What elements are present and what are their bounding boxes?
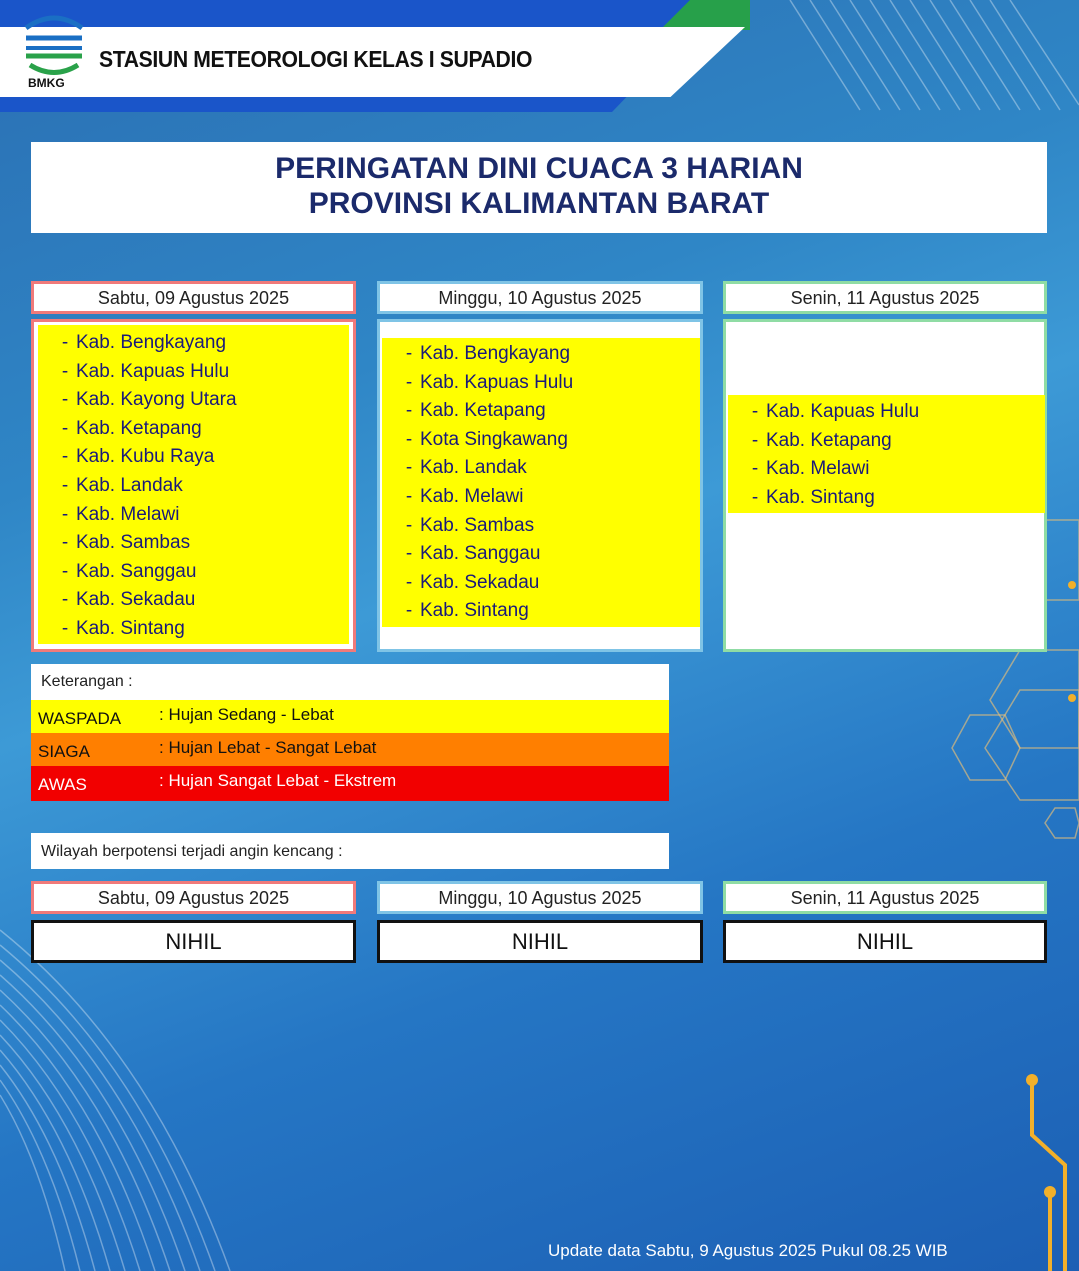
region-item: - Kab. Bengkayang (54, 329, 349, 358)
wind-day3-value: NIHIL (723, 920, 1047, 963)
region-item: - Kab. Sanggau (54, 558, 349, 587)
region-item: - Kab. Sanggau (398, 540, 700, 569)
legend-desc: : Hujan Sedang - Lebat (159, 705, 334, 724)
legend-row-siaga (31, 733, 669, 766)
legend (31, 664, 669, 801)
day2-region-list (382, 338, 700, 627)
day1-panel (31, 319, 356, 652)
wind-day1-date: Sabtu, 09 Agustus 2025 (31, 881, 356, 914)
legend-level: SIAGA (38, 742, 90, 761)
day2-date: Minggu, 10 Agustus 2025 (377, 281, 703, 314)
region-item: - Kota Singkawang (398, 426, 700, 455)
legend-desc: : Hujan Lebat - Sangat Lebat (159, 738, 377, 757)
region-item: - Kab. Melawi (398, 483, 700, 512)
page-title (31, 142, 1047, 233)
region-item: - Kab. Bengkayang (398, 340, 700, 369)
legend-desc: : Hujan Sangat Lebat - Ekstrem (159, 771, 397, 790)
legend-row-waspada (31, 700, 669, 733)
day3-panel (723, 319, 1047, 652)
day2-panel (377, 319, 703, 652)
day3-region-list (728, 395, 1045, 513)
wind-day2-value: NIHIL (377, 920, 703, 963)
region-item: - Kab. Sambas (398, 512, 700, 541)
region-item: - Kab. Sintang (744, 484, 1045, 513)
region-item: - Kab. Melawi (54, 501, 349, 530)
legend-row-awas (31, 766, 669, 801)
day3-date: Senin, 11 Agustus 2025 (723, 281, 1047, 314)
wind-day1-value: NIHIL (31, 920, 356, 963)
region-item: - Kab. Ketapang (398, 397, 700, 426)
region-item: - Kab. Kapuas Hulu (398, 369, 700, 398)
day1-region-list (38, 325, 349, 644)
title-line-1: PERINGATAN DINI CUACA 3 HARIAN (275, 152, 803, 185)
region-item: - Kab. Sintang (398, 597, 700, 626)
wind-day2-date: Minggu, 10 Agustus 2025 (377, 881, 703, 914)
region-item: - Kab. Kayong Utara (54, 386, 349, 415)
update-timestamp: Update data Sabtu, 9 Agustus 2025 Pukul 08.25 WIB (548, 1241, 948, 1260)
region-item: - Kab. Kapuas Hulu (54, 358, 349, 387)
region-item: - Kab. Sekadau (398, 569, 700, 598)
legend-level: WASPADA (38, 709, 122, 728)
day1-date: Sabtu, 09 Agustus 2025 (31, 281, 356, 314)
region-item: - Kab. Landak (54, 472, 349, 501)
legend-title: Keterangan : (41, 673, 133, 690)
station-name: STASIUN METEOROLOGI KELAS I SUPADIO (99, 46, 533, 72)
region-item: - Kab. Kubu Raya (54, 443, 349, 472)
region-item: - Kab. Sintang (54, 615, 349, 644)
region-item: - Kab. Ketapang (54, 415, 349, 444)
title-line-2: PROVINSI KALIMANTAN BARAT (308, 187, 770, 220)
wind-day3-date: Senin, 11 Agustus 2025 (723, 881, 1047, 914)
region-item: - Kab. Landak (398, 454, 700, 483)
region-item: - Kab. Ketapang (744, 427, 1045, 456)
region-item: - Kab. Kapuas Hulu (744, 398, 1045, 427)
wind-section-title: Wilayah berpotensi terjadi angin kencang : (31, 833, 669, 869)
region-item: - Kab. Sekadau (54, 586, 349, 615)
logo-label: BMKG (28, 76, 65, 90)
region-item: - Kab. Sambas (54, 529, 349, 558)
region-item: - Kab. Melawi (744, 455, 1045, 484)
legend-level: AWAS (38, 775, 87, 794)
